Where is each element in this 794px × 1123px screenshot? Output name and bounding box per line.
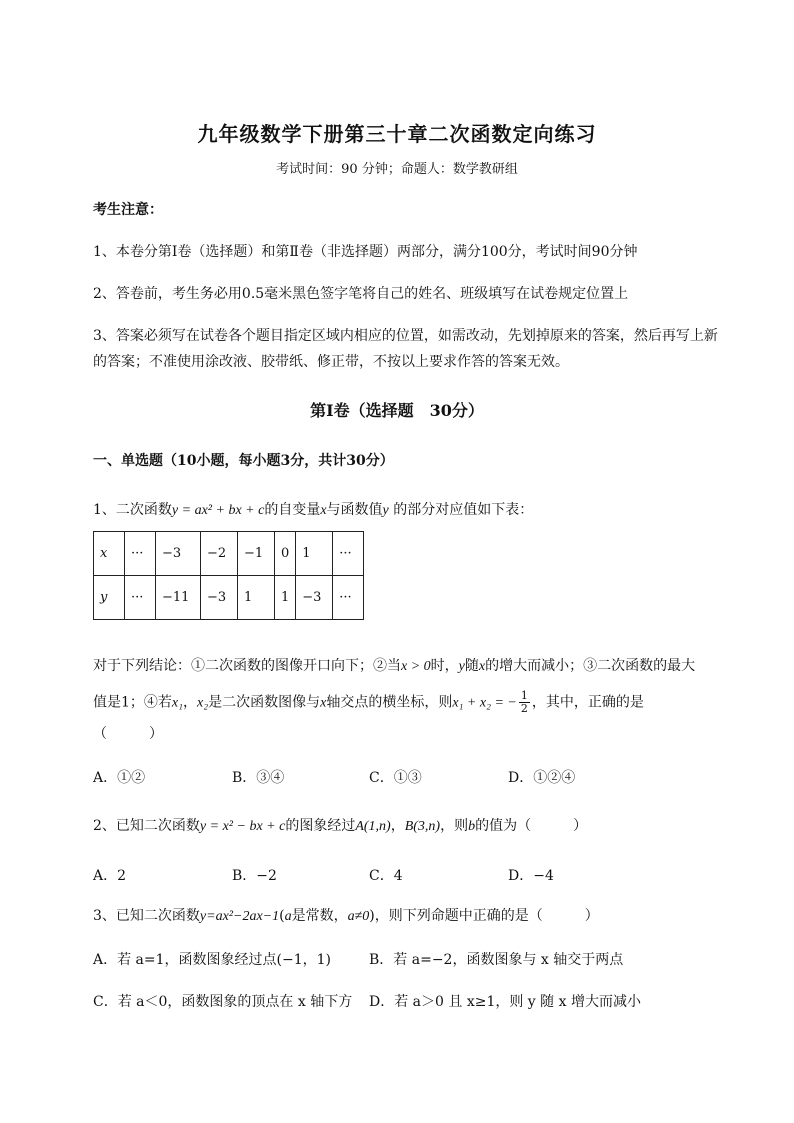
table-cell: −1 [238, 532, 275, 576]
fraction-numerator: 1 [520, 689, 528, 702]
q1-conclusions-line2 [93, 690, 644, 715]
q1-text: 时， [430, 658, 459, 674]
fraction-denominator: 2 [520, 702, 528, 715]
q3-text: )，则下列命题中正确的是（ ） [369, 908, 599, 924]
q1-stem-text: 的部分对应值如下表： [388, 502, 534, 518]
table-cell: 0 [275, 532, 296, 576]
q2-text: ，则 [440, 818, 469, 834]
q3-stem [93, 906, 599, 927]
notice-item-2: 2、答卷前，考生务必用0.5毫米黑色签字笔将自己的姓名、班级填写在试卷规定位置上 [93, 286, 629, 302]
q1-text: ， [183, 694, 198, 711]
notice-item-3-cont: 的答案；不准使用涂改液、胶带纸、修正带，不按以上要求作答的答案无效。 [93, 354, 569, 370]
q3-text: 是常数， [291, 908, 348, 924]
q3-text: 3、已知二次函数 [93, 908, 200, 924]
q2-text: 2、已知二次函数 [93, 818, 200, 834]
q1-x-var: x [320, 695, 327, 711]
table-cell: ··· [333, 576, 364, 620]
q2-b-var: b [468, 819, 476, 834]
q1-condition: x > 0 [401, 659, 431, 674]
q1-y-var: y [458, 659, 465, 674]
q2-option-c[interactable]: C．4 [369, 868, 403, 884]
q3-option-b[interactable]: B．若 a=−2，函数图象与 x 轴交于两点 [369, 952, 624, 968]
notice-item-3: 3、答案必须写在试卷各个题目指定区域内相应的位置，如需改动，先划掉原来的答案，然后再写上新 [93, 328, 718, 344]
q1-option-c[interactable]: C．①③ [369, 770, 422, 786]
q1-text: 的增大而减小；③二次函数的最大 [485, 658, 696, 674]
q2-option-d[interactable]: D．−4 [508, 868, 554, 884]
q1-sum-expression: x₁ + x₂ = − [452, 695, 517, 711]
q3-formula: y=ax²−2ax−1 [199, 909, 280, 924]
q1-option-b[interactable]: B．③④ [232, 770, 285, 786]
table-cell: −2 [201, 532, 238, 576]
table-cell: ··· [333, 532, 364, 576]
page-title: 九年级数学下册第三十章二次函数定向练习 [197, 122, 597, 146]
table-cell: 1 [238, 576, 275, 620]
q1-x-var: x [320, 503, 327, 518]
q1-x1: x₁ [171, 695, 184, 711]
q1-option-d[interactable]: D．①②④ [508, 770, 576, 786]
table-cell: ··· [125, 532, 156, 576]
table-cell: −3 [156, 532, 201, 576]
q2-text: ， [390, 818, 405, 834]
q1-formula: y = ax² + bx + c [171, 503, 265, 518]
q1-stem [93, 500, 533, 521]
q1-stem-text: 与函数值 [326, 502, 383, 518]
q1-answer-blank: （ ） [93, 726, 163, 742]
q1-text: 轴交点的横坐标，则 [326, 694, 453, 711]
q2-point-a: A(1,n) [355, 819, 391, 834]
q3-option-d[interactable]: D．若 a＞0 且 x≥1，则 y 随 x 增大而减小 [369, 994, 641, 1010]
q1-text: 对于下列结论：①二次函数的图像开口向下；②当 [93, 658, 401, 674]
q2-stem [93, 816, 587, 837]
q1-text: 是二次函数图像与 [208, 694, 321, 711]
q2-formula: y = x² − bx + c [199, 819, 286, 834]
q1-value-table [93, 531, 364, 620]
q3-option-a[interactable]: A．若 a=1，函数图象经过点(−1，1) [93, 952, 332, 968]
table-cell: 1 [275, 576, 296, 620]
table-cell: x [94, 532, 125, 576]
table-cell: y [94, 576, 125, 620]
q2-text: 的图象经过 [285, 818, 356, 834]
q2-option-b[interactable]: B．−2 [232, 868, 277, 884]
q1-text: 值是1；④若 [93, 694, 172, 711]
q1-fraction [519, 690, 530, 715]
q1-conclusions-line1 [93, 656, 695, 677]
table-cell: −11 [156, 576, 201, 620]
exam-info: 考试时间：90 分钟；命题人：数学教研组 [276, 162, 518, 177]
q1-x-var: x [478, 659, 486, 674]
q2-point-b: B(3,n) [404, 819, 441, 834]
q1-y-var: y [382, 503, 389, 518]
part-heading: 一、单选题（10小题，每小题3分，共计30分） [93, 453, 394, 469]
q3-option-c[interactable]: C．若 a＜0，函数图象的顶点在 x 轴下方 [93, 994, 353, 1010]
q3-a-var: a [284, 909, 292, 924]
q1-text: 随 [464, 658, 479, 674]
table-row-x [94, 532, 364, 576]
notice-item-1: 1、本卷分第Ⅰ卷（选择题）和第Ⅱ卷（非选择题）两部分，满分100分，考试时间90分钟 [93, 244, 638, 260]
q2-text: 的值为（ ） [475, 818, 588, 834]
q3-condition: a≠0 [347, 909, 370, 924]
q1-option-a[interactable]: A．①② [93, 770, 146, 786]
table-row-y [94, 576, 364, 620]
q1-stem-text: 1、二次函数 [93, 502, 172, 518]
section-title: 第Ⅰ卷（选择题 30分） [310, 401, 484, 420]
q2-option-a[interactable]: A．2 [93, 868, 127, 884]
q1-stem-text: 的自变量 [264, 502, 321, 518]
notice-heading: 考生注意： [93, 202, 163, 218]
q1-x2: x₂ [197, 695, 209, 711]
q3-text: ( [279, 908, 285, 924]
q1-text: ，其中，正确的是 [531, 694, 644, 711]
table-cell: −3 [201, 576, 238, 620]
table-cell: −3 [296, 576, 333, 620]
table-cell: 1 [296, 532, 333, 576]
table-cell: ··· [125, 576, 156, 620]
